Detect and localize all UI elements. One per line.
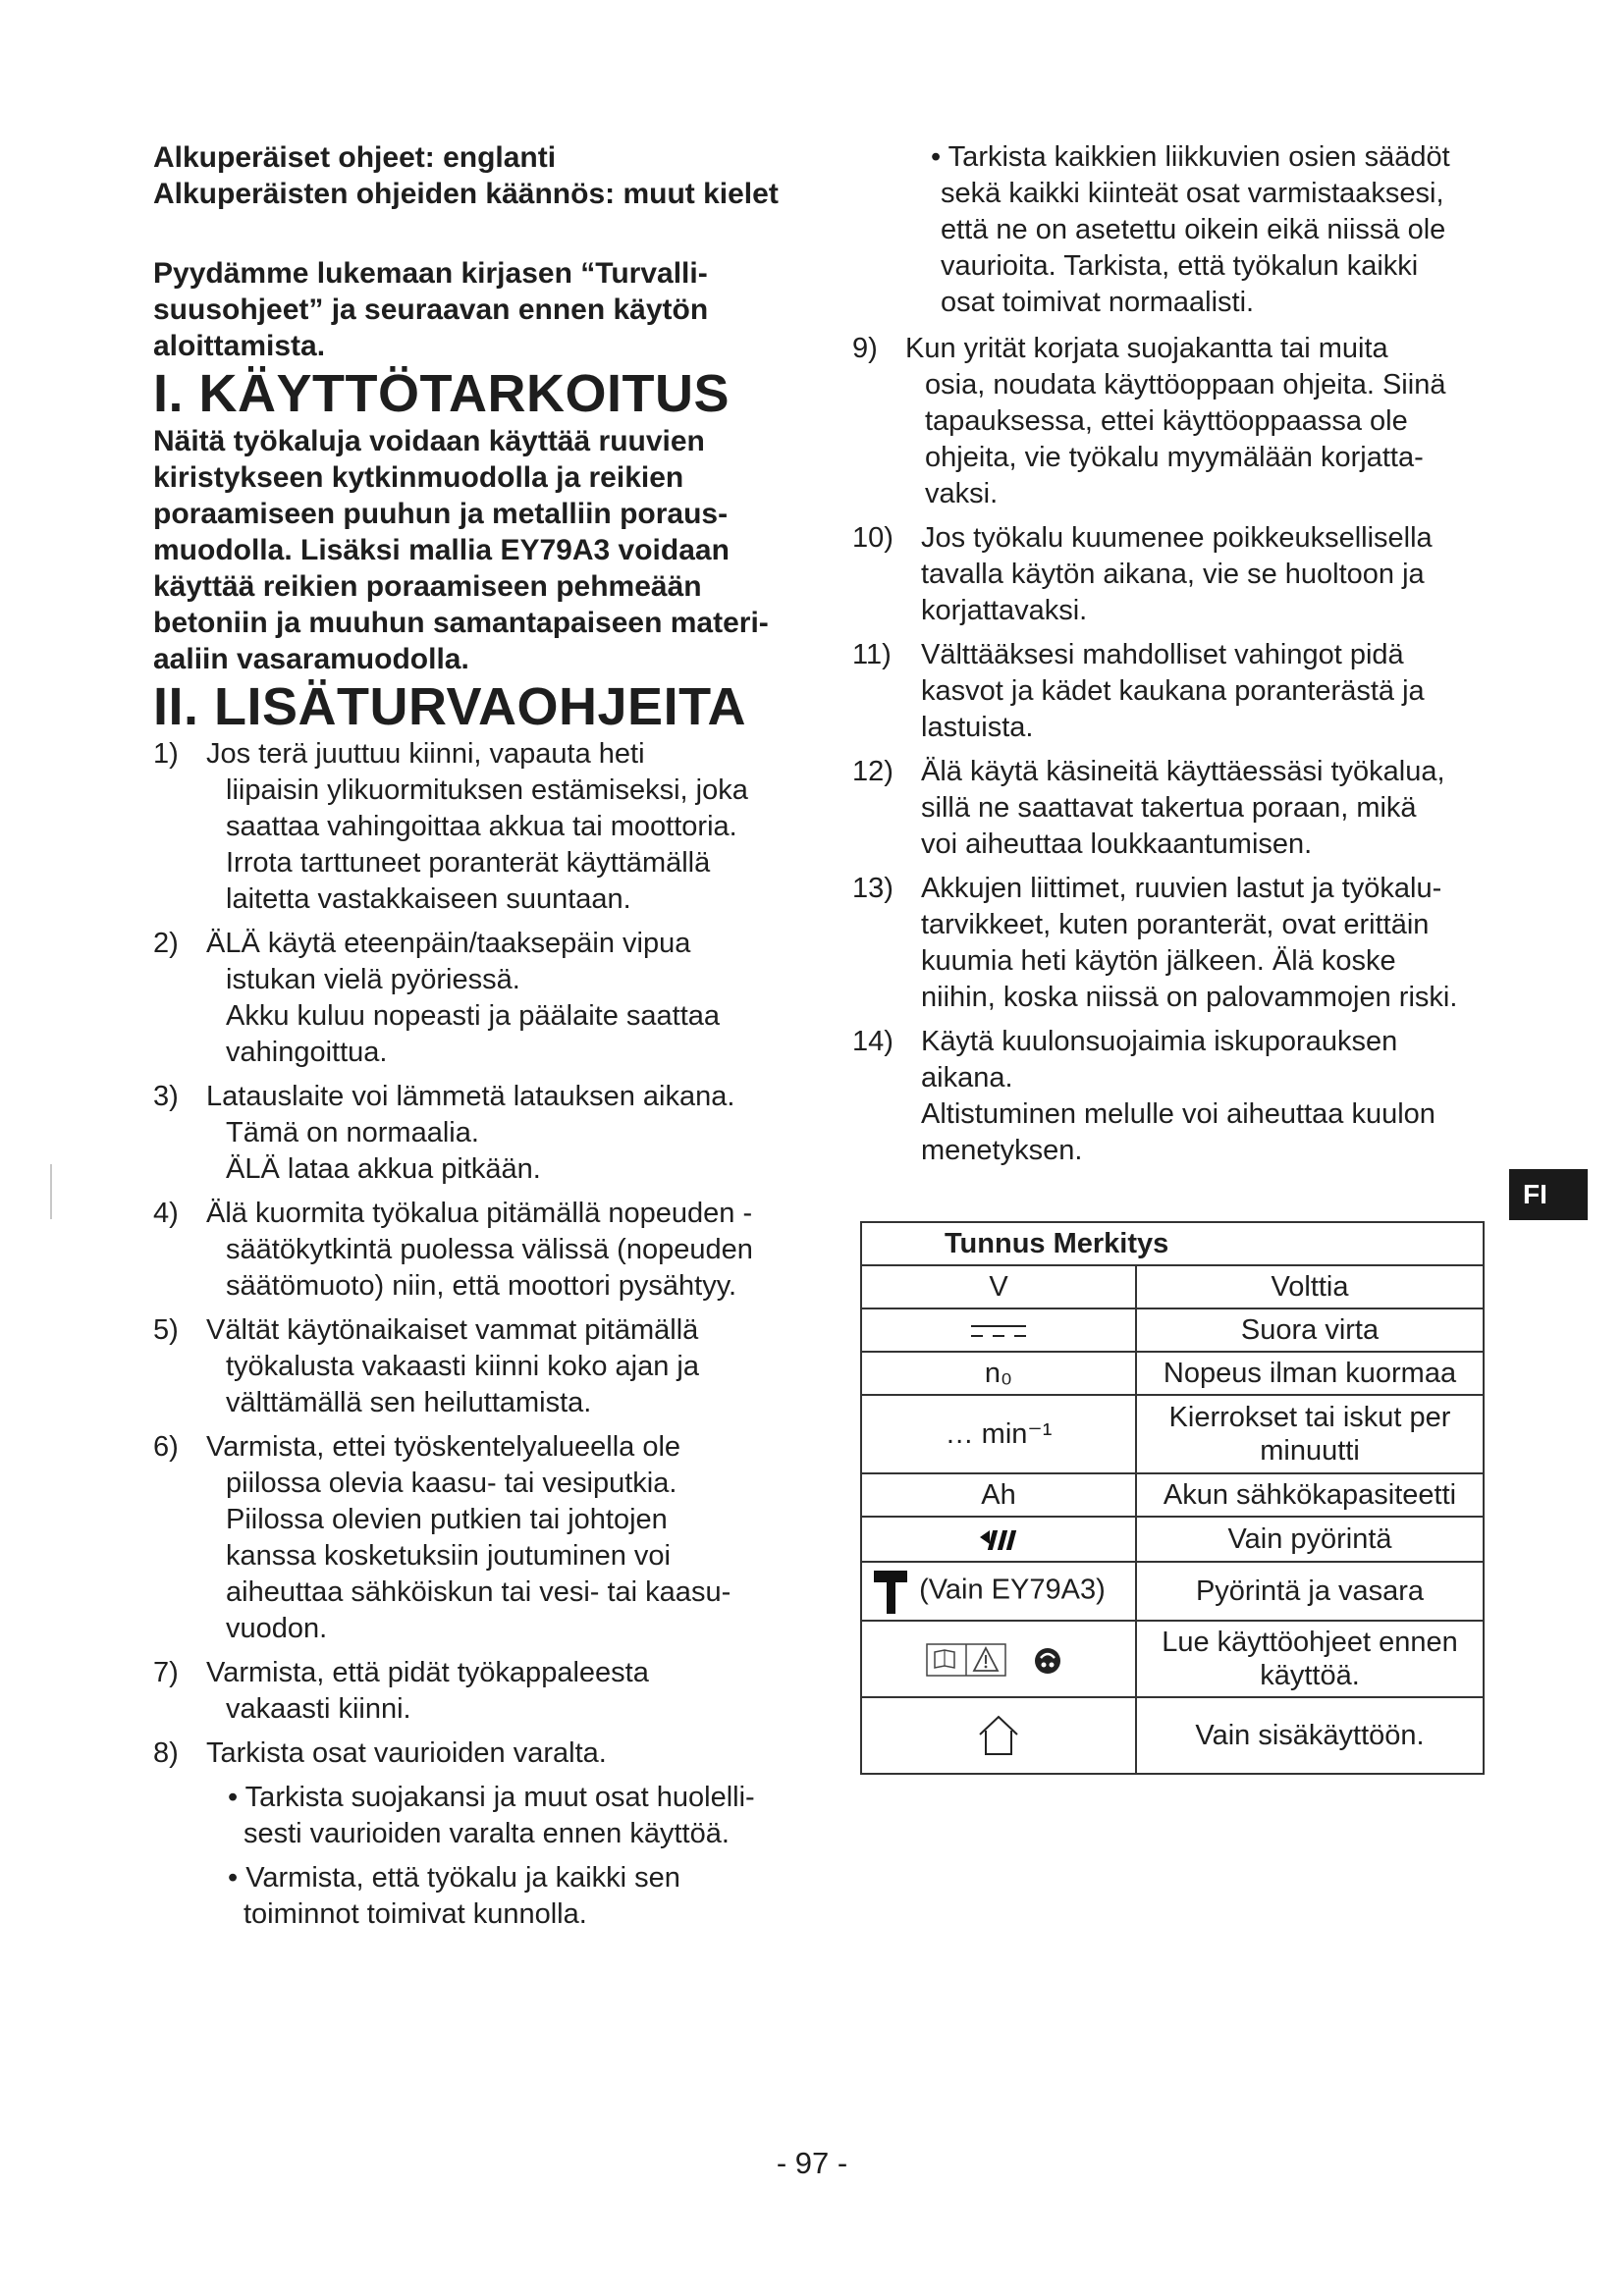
list-item: 12) Älä käytä käsineitä käyttäessäsi työkalua, sillä ne saattavat takertua poraan, mikä voi aiheuttaa loukkaantumisen. bbox=[852, 756, 1445, 860]
list-item: 8) Tarkista osat vaurioiden varalta. bbox=[153, 1737, 607, 1769]
list-item: 10) Jos työkalu kuumenee poikkeuksellisella tavalla käytön aikana, vie se huoltoon ja korjattavaksi. bbox=[852, 522, 1433, 626]
section-1-text: Näitä työkaluja voidaan käyttää ruuvien kiristykseen kytkinmuodolla ja reikien poraamiseen puuhun ja metalliin poraus- muodolla. Lisäksi mallia EY79A3 voidaan käyttää reikien poraamiseen pehmeään betoniin ja muuhun samantapaiseen materi- aaliin vasaramuodolla. bbox=[153, 425, 769, 675]
direct-current-icon bbox=[967, 1320, 1030, 1342]
translation-line: Alkuperäisten ohjeiden käännös: muut kielet bbox=[153, 178, 779, 210]
margin-mark bbox=[50, 1164, 52, 1219]
table-row: … min⁻¹ Kierrokset tai iskut per minuutti bbox=[861, 1395, 1484, 1473]
list-item: 4) Älä kuormita työkalua pitämällä nopeuden - säätökytkintä puolessa välissä (nopeuden säätömuoto) niin, että moottori pysähtyy. bbox=[153, 1198, 753, 1302]
read-manual-warning-icons bbox=[925, 1636, 1072, 1682]
list-item: 6) Varmista, ettei työskentelyalueella ole piilossa olevia kaasu- tai vesiputkia. Piilossa olevien putkien tai johtojen kanssa kosketuksiin joutuminen voi aiheuttaa sähköiskun tai vesi- tai kaasu- vuodon. bbox=[153, 1431, 731, 1644]
right-column bbox=[852, 139, 1490, 1177]
list-item: 14) Käytä kuulonsuojaimia iskuporauksen aikana. Altistuminen melulle voi aiheuttaa kuulon menetyksen. bbox=[852, 1026, 1435, 1166]
house-icon bbox=[974, 1711, 1023, 1760]
table-row: n₀ Nopeus ilman kuormaa bbox=[861, 1352, 1484, 1395]
list-item: 11) Välttääksesi mahdolliset vahingot pidä kasvot ja kädet kaukana poranterästä ja lastuista. bbox=[852, 639, 1425, 743]
list-item: 1) Jos terä juuttuu kiinni, vapauta heti liipaisin ylikuormituksen estämiseksi, joka saattaa vahingoittaa akkua tai moottoria. Irrota tarttuneet poranterät käyttämällä laitetta vastakkaiseen suuntaan. bbox=[153, 738, 748, 915]
language-tab: FI bbox=[1509, 1169, 1588, 1220]
list-item: 2) ÄLÄ käytä eteenpäin/taaksepäin vipua istukan vielä pyöriessä. Akku kuluu nopeasti ja päälaite saattaa vahingoittua. bbox=[153, 928, 721, 1068]
table-row: Lue käyttöohjeet ennen käyttöä. bbox=[861, 1621, 1484, 1697]
table-row: Ah Akun sähkökapasiteetti bbox=[861, 1473, 1484, 1517]
section-1-title: I. KÄYTTÖTARKOITUS bbox=[153, 364, 730, 423]
page-number: - 97 - bbox=[776, 2146, 848, 2180]
rotation-only-icon bbox=[978, 1527, 1019, 1553]
section-2-title: II. LISÄTURVAOHJEITA bbox=[153, 677, 747, 736]
table-row: Vain pyörintä bbox=[861, 1517, 1484, 1562]
table-row: Suora virta bbox=[861, 1308, 1484, 1352]
bullet-item: • Tarkista kaikkien liikkuvien osien säädöt sekä kaikki kiinteät osat varmistaaksesi, että ne on asetettu oikein eikä niissä ole vaurioita. Tarkista, että työkalun kaikki osat toimivat normaalisti. bbox=[931, 141, 1450, 318]
list-item: 13) Akkujen liittimet, ruuvien lastut ja työkalu- tarvikkeet, kuten poranterät, ovat erittäin kuumia heti käytön jälkeen. Älä koske niihin, koska niissä on palovammojen riski. bbox=[852, 873, 1458, 1013]
list-item: 9) Kun yrität korjata suojakantta tai muita osia, noudata käyttöoppaan ohjeita. Siinä tapauksessa, ettei käyttöoppaassa ole ohjeita, vie työkalu myymälään korjatta- vaksi. bbox=[852, 333, 1446, 509]
symbol-table bbox=[860, 1221, 1485, 1775]
original-language-line: Alkuperäiset ohjeet: englanti bbox=[153, 141, 557, 174]
bullet-item: • Tarkista suojakansi ja muut osat huolelli- sesti vaurioiden varalta ennen käyttöä. bbox=[228, 1782, 755, 1849]
table-row: V Volttia bbox=[861, 1265, 1484, 1308]
read-notice: Pyydämme lukemaan kirjasen “Turvalli- suusohjeet” ja seuraavan ennen käytön aloittamista. bbox=[153, 257, 709, 362]
table-row: Vain sisäkäyttöön. bbox=[861, 1697, 1484, 1774]
table-header: Tunnus Merkitys bbox=[861, 1222, 1484, 1265]
left-column bbox=[153, 139, 782, 1941]
hammer-icon bbox=[872, 1567, 911, 1616]
list-item: 5) Vältät käytönaikaiset vammat pitämällä työkalusta vakaasti kiinni koko ajan ja välttämällä sen heiluttamista. bbox=[153, 1314, 699, 1418]
list-item: 7) Varmista, että pidät työkappaleesta vakaasti kiinni. bbox=[153, 1657, 649, 1725]
bullet-item: • Varmista, että työkalu ja kaikki sen toiminnot toimivat kunnolla. bbox=[228, 1862, 680, 1930]
table-row: (Vain EY79A3) Pyörintä ja vasara bbox=[861, 1562, 1484, 1621]
list-item: 3) Latauslaite voi lämmetä latauksen aikana. Tämä on normaalia. ÄLÄ lataa akkua pitkään. bbox=[153, 1081, 735, 1185]
